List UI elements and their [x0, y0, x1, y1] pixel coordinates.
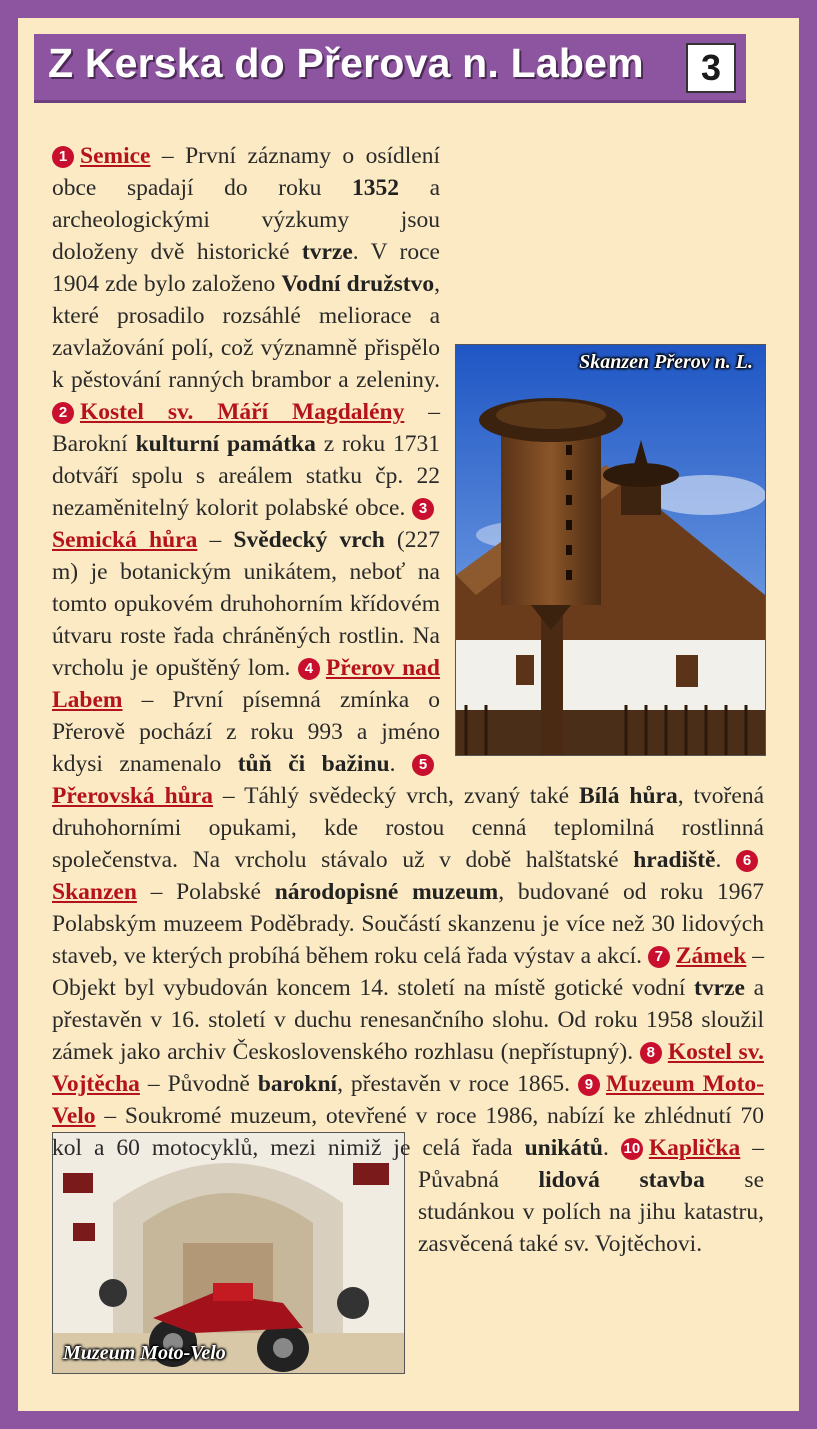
entry-title-kaplicka[interactable]: Kaplička [648, 1135, 741, 1161]
page-number-badge: 3 [686, 43, 736, 93]
entry-title-skanzen[interactable]: Skanzen [52, 879, 137, 905]
entry-title-prerov-nad-labem[interactable]: Přerov nad Labem [52, 655, 440, 713]
entry-title-semicka-hura[interactable]: Semická hůra [52, 527, 198, 553]
entry-title-muzeum-moto-velo[interactable]: Muzeum Moto-Velo [52, 1071, 764, 1129]
text: , tvořená druhohorními opukami, kde rostou cenná teplomilná rostlinná společenstva. Na vrcholu stávalo už v době halštatské [52, 783, 764, 873]
entry-title-kostel-mari-magdaleny[interactable]: Kostel sv. Máří Magdalény [80, 399, 405, 425]
bold-text: tůň či bažinu [237, 751, 390, 777]
text: – Barokní [52, 399, 441, 457]
text: , které prosadilo rozsáhlé meliorace a zavlažování polí, což významně přispělo k pěstování ranných brambor a zeleniny. [52, 271, 441, 393]
bold-text: Bílá hůra [578, 783, 678, 809]
entry-title-kostel-vojtecha[interactable]: Kostel sv. Vojtěcha [52, 1039, 764, 1097]
bold-text: hradiště [633, 847, 716, 873]
marker-9: 9 [578, 1074, 600, 1096]
marker-1: 1 [52, 146, 74, 168]
text: – Půvabná [418, 1135, 764, 1193]
marker-4: 4 [298, 658, 320, 680]
article-body [52, 140, 764, 1414]
photo-space-left [52, 1164, 418, 1414]
text: – Původně [139, 1071, 258, 1097]
marker-5: 5 [412, 754, 434, 776]
text: . [602, 1135, 621, 1161]
entry-title-zamek[interactable]: Zámek [675, 943, 747, 969]
bold-text: tvrze [301, 239, 353, 265]
text: – První záznamy o osídlení obce spadají do roku [52, 143, 440, 201]
text: , přestavěn v roce 1865. [337, 1071, 578, 1097]
page-header [34, 34, 746, 103]
text: – Objekt byl vybudován koncem 14. století na místě gotické vodní [52, 943, 764, 1001]
text: . [389, 751, 412, 777]
bold-text: Svědecký vrch [233, 527, 385, 553]
marker-10: 10 [621, 1138, 643, 1160]
photo-space-right [440, 346, 764, 761]
text: – Soukromé muzeum, otevřené v roce 1986, nabízí ke zhlédnutí 70 kol a 60 motocyklů, mezi nimiž je celá řada [52, 1103, 764, 1161]
text: – [197, 527, 234, 553]
page-title: Z Kerska do Přerova n. Labem [48, 40, 644, 86]
bold-text: barokní [257, 1071, 338, 1097]
bold-text: tvrze [694, 975, 745, 1001]
marker-2: 2 [52, 402, 74, 424]
bold-text: unikátů [524, 1135, 603, 1161]
text: se studánkou v polích na jihu katastru, zasvěcená také sv. Vojtěchovi. [418, 1167, 765, 1257]
marker-6: 6 [736, 850, 758, 872]
skanzen-photo-caption: Skanzen Přerov n. L. [579, 351, 753, 373]
text: z roku 1731 dotváří spolu s areálem statku čp. 22 nezaměnitelný kolorit polabské obce. [52, 431, 440, 521]
museum-photo-caption: Muzeum Moto-Velo [63, 1342, 226, 1364]
marker-3: 3 [412, 498, 434, 520]
bold-text: lidová stavba [538, 1167, 705, 1193]
text: , budované od roku 1967 Polabským muzeem Poděbrady. Součástí skanzenu je více než 30 lidových staveb, ve kterých probíhá během roku celá řada výstav a akcí. [52, 879, 765, 969]
bold-text: národopisné muzeum [274, 879, 499, 905]
entry-title-semice[interactable]: Semice [80, 143, 151, 169]
bold-text: Vodní družstvo [281, 271, 435, 297]
text: . V roce 1904 zde bylo založeno [52, 239, 440, 297]
marker-7: 7 [648, 946, 670, 968]
text: – První písemná zmínka o Přerově pochází z roku 993 a jméno kdysi znamenalo [52, 687, 440, 777]
marker-8: 8 [640, 1042, 662, 1064]
text: – Táhlý svědecký vrch, zvaný také [212, 783, 579, 809]
text: a přestavěn v 16. století v duchu renesančního slohu. Od roku 1958 sloužil zámek jako archiv Československého rozhlasu (nepřístupný). [52, 975, 764, 1065]
bold-text: kulturní památka [135, 431, 316, 457]
entry-title-prerovska-hura[interactable]: Přerovská hůra [52, 783, 213, 809]
text: a archeologickými výzkumy jsou doloženy dvě historické [52, 175, 440, 265]
text: . [715, 847, 736, 873]
text: (227 m) je botanickým unikátem, neboť na tomto opukovém druhohorním křídovém útvaru roste řada chráněných rostlin. Na vrcholu je opuštěný lom. [52, 527, 441, 681]
bold-text: 1352 [351, 175, 399, 201]
text: – Polabské [136, 879, 275, 905]
